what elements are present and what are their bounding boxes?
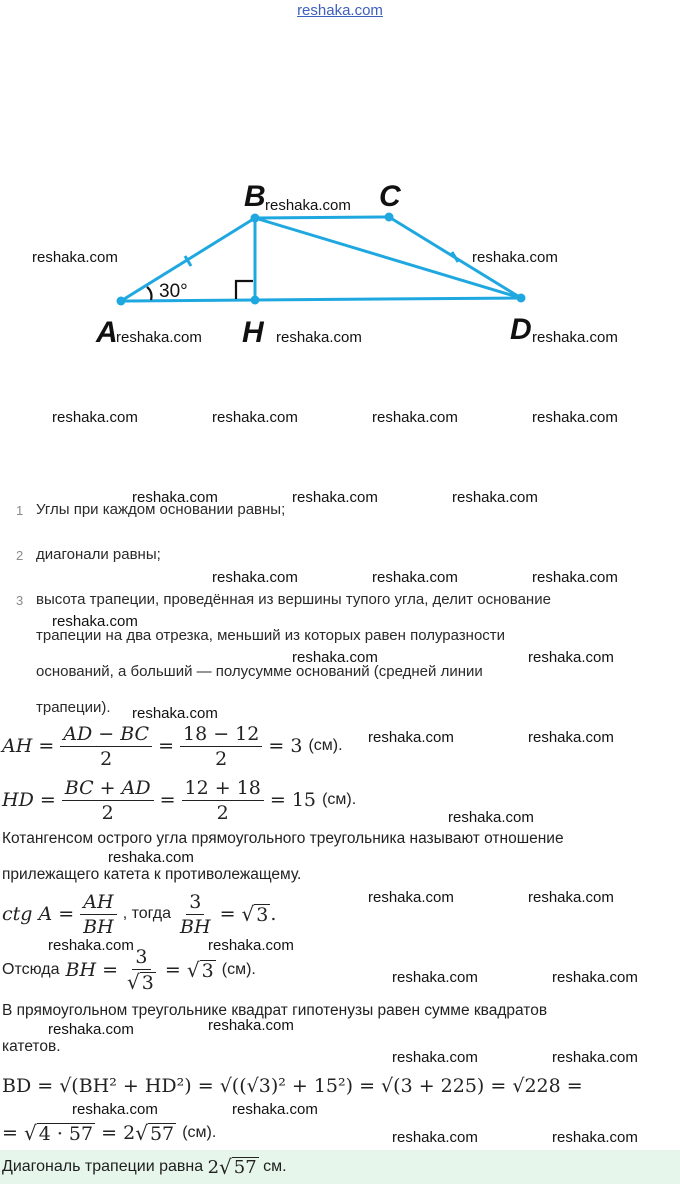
watermark: reshaka.com (212, 409, 298, 426)
cot-definition-line-2: прилежащего катета к противолежащему. (2, 866, 302, 883)
watermark: reshaka.com (372, 409, 458, 426)
watermark: reshaka.com (532, 569, 618, 586)
site-link[interactable]: reshaka.com (297, 2, 383, 19)
formula-bh: Отсюда BH = 3 √ 3 = √ 3 (см). (2, 946, 256, 994)
right-angle-mark (236, 281, 253, 299)
watermark: reshaka.com (48, 937, 134, 954)
watermark: reshaka.com (392, 1049, 478, 1066)
watermark: reshaka.com (265, 197, 351, 214)
watermark: reshaka.com (552, 1049, 638, 1066)
watermark: reshaka.com (528, 729, 614, 746)
label-d: D (510, 313, 532, 346)
angle-label: 30° (159, 281, 188, 302)
property-1: Углы при каждом основании равны; (36, 501, 286, 518)
watermark: reshaka.com (132, 705, 218, 722)
watermark: reshaka.com (392, 1129, 478, 1146)
property-3-line-4: трапеции). (36, 699, 111, 716)
label-b: B (244, 180, 266, 213)
watermark: reshaka.com (552, 1129, 638, 1146)
list-num-3: 3 (16, 593, 24, 608)
pythagoras-line-2: катетов. (2, 1038, 61, 1055)
watermark: reshaka.com (52, 409, 138, 426)
watermark: reshaka.com (32, 249, 118, 266)
answer-text: Диагональ трапеции равна (2, 1158, 204, 1175)
watermark: reshaka.com (452, 489, 538, 506)
property-3-line-1: высота трапеции, проведённая из вершины тупого угла, делит основание (36, 591, 551, 608)
watermark: reshaka.com (528, 649, 614, 666)
watermark: reshaka.com (208, 937, 294, 954)
watermark: reshaka.com (116, 329, 202, 346)
property-3-line-2: трапеции на два отрезка, меньший из которых равен полуразности (36, 627, 506, 644)
label-c: C (379, 180, 401, 213)
watermark: reshaka.com (72, 1101, 158, 1118)
watermark: reshaka.com (532, 409, 618, 426)
watermark: reshaka.com (368, 889, 454, 906)
formula-bd-line-2: = √ 4 · 57 = 2 √ 57 (см). (2, 1120, 217, 1145)
watermark: reshaka.com (372, 569, 458, 586)
watermark: reshaka.com (276, 329, 362, 346)
label-a: A (96, 316, 118, 349)
watermark: reshaka.com (532, 329, 618, 346)
watermark: reshaka.com (448, 809, 534, 826)
watermark: reshaka.com (472, 249, 558, 266)
watermark: reshaka.com (528, 889, 614, 906)
watermark: reshaka.com (52, 613, 138, 630)
angle-arc (147, 287, 152, 300)
property-2: диагонали равны; (36, 546, 161, 563)
formula-hd: HD = $\frac{BC + AD}{2}$ = $\frac{12 + 18}{2}$ = 15 (см). (2, 776, 357, 824)
watermark: reshaka.com (232, 1101, 318, 1118)
watermark: reshaka.com (392, 969, 478, 986)
list-num-1: 1 (16, 503, 24, 518)
list-num-2: 2 (16, 548, 24, 563)
watermark: reshaka.com (368, 729, 454, 746)
watermark: reshaka.com (552, 969, 638, 986)
property-3-line-3: оснований, а больший — полусумме оснований (средней линии (36, 663, 483, 680)
watermark: reshaka.com (48, 1021, 134, 1038)
cot-definition-line-1: Котангенсом острого угла прямоугольного треугольника называют отношение (2, 830, 564, 847)
formula-ctg: ctg A = $\frac{AH}{BH}$ , тогда $\frac{3}{BH}$ = √ 3 . (2, 890, 277, 938)
formula-ah: AH = $\frac{AD - BC}{2}$ = $\frac{18 - 12}{2}$ = 3 (см). (2, 722, 343, 770)
label-h: H (242, 316, 264, 349)
watermark: reshaka.com (212, 569, 298, 586)
watermark: reshaka.com (292, 649, 378, 666)
watermark: reshaka.com (132, 489, 218, 506)
base-bc (255, 217, 389, 218)
pythagoras-line-1: В прямоугольном треугольнике квадрат гипотенузы равен сумме квадратов (2, 1002, 548, 1019)
formula-bd-line-1: BD = √(BH² + HD²) = √((√3)² + 15²) = √(3 + 225) = √228 = (2, 1075, 583, 1097)
answer-box: Диагональ трапеции равна 2 √ 57 см. (0, 1150, 680, 1184)
watermark: reshaka.com (292, 489, 378, 506)
watermark: reshaka.com (208, 1017, 294, 1034)
watermark: reshaka.com (108, 849, 194, 866)
